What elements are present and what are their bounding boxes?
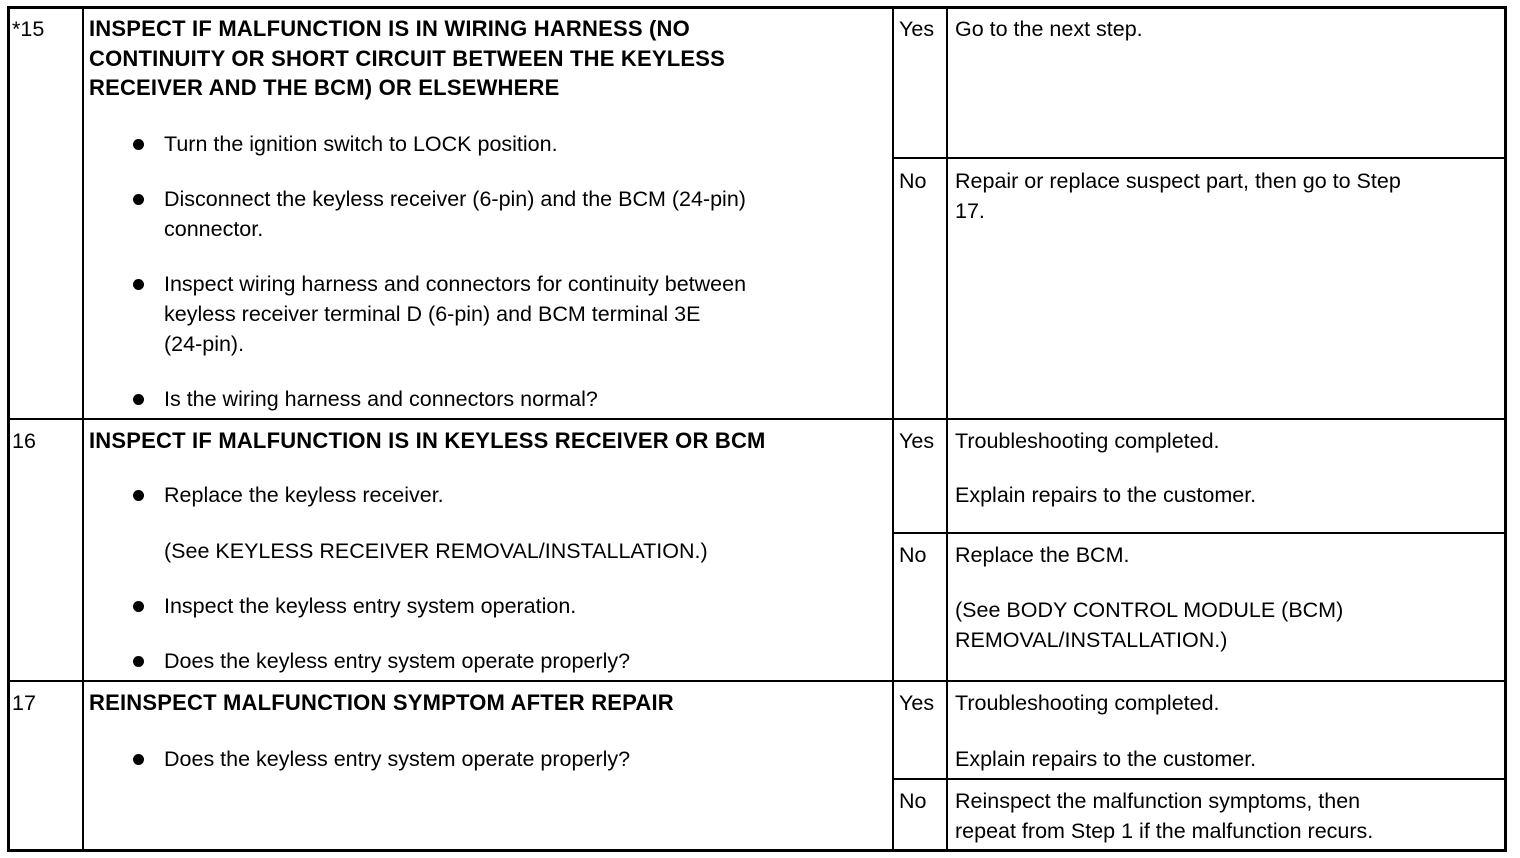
bullet-dot (133, 601, 144, 612)
bullet-dot (133, 194, 144, 205)
bullet-dot (133, 139, 144, 150)
no-result: 17. (955, 199, 985, 223)
column-divider-answer (946, 6, 948, 852)
instruction-line: keyless receiver terminal D (6-pin) and BCM terminal 3E (164, 302, 701, 326)
column-divider-action (892, 6, 894, 852)
yes-result: Explain repairs to the customer. (955, 483, 1257, 507)
yes-no-divider-16 (892, 532, 1507, 534)
step-number: 17 (12, 691, 36, 715)
yes-label: Yes (899, 429, 935, 453)
yes-no-divider-17 (892, 778, 1507, 780)
no-result: Repair or replace suspect part, then go to Step (955, 169, 1401, 193)
instruction-line: (See KEYLESS RECEIVER REMOVAL/INSTALLATION.) (164, 539, 708, 563)
no-result: REMOVAL/INSTALLATION.) (955, 628, 1228, 652)
no-label: No (899, 789, 927, 813)
row-divider-16-17 (7, 680, 1507, 682)
yes-result: Go to the next step. (955, 17, 1143, 41)
no-label: No (899, 169, 927, 193)
instruction-line: Does the keyless entry system operate properly? (164, 747, 631, 771)
yes-result: Explain repairs to the customer. (955, 747, 1257, 771)
yes-result: Troubleshooting completed. (955, 691, 1220, 715)
yes-no-divider-15 (892, 157, 1507, 159)
instruction-line: connector. (164, 217, 264, 241)
step-number: 16 (12, 429, 36, 453)
instruction-line: Inspect the keyless entry system operation. (164, 594, 577, 618)
instruction-line: Does the keyless entry system operate properly? (164, 649, 631, 673)
column-divider-step (82, 6, 84, 852)
no-result: Reinspect the malfunction symptoms, then (955, 789, 1361, 813)
row-divider-15-16 (7, 418, 1507, 420)
no-result: repeat from Step 1 if the malfunction recurs. (955, 819, 1374, 843)
bullet-dot (133, 490, 144, 501)
step-heading-line: INSPECT IF MALFUNCTION IS IN KEYLESS RECEIVER OR BCM (89, 428, 766, 453)
instruction-line: (24-pin). (164, 332, 245, 356)
no-result: Replace the BCM. (955, 543, 1130, 567)
step-heading-line: CONTINUITY OR SHORT CIRCUIT BETWEEN THE KEYLESS (89, 45, 726, 71)
bullet-dot (133, 754, 144, 765)
yes-label: Yes (899, 691, 935, 715)
bullet-dot (133, 656, 144, 667)
step-heading-line: RECEIVER AND THE BCM) OR ELSEWHERE (89, 75, 560, 100)
yes-result: Troubleshooting completed. (955, 429, 1220, 453)
no-label: No (899, 543, 927, 567)
instruction-line: Is the wiring harness and connectors normal? (164, 387, 598, 411)
instruction-line: Inspect wiring harness and connectors for continuity between (164, 272, 747, 296)
step-heading-line: REINSPECT MALFUNCTION SYMPTOM AFTER REPAIR (89, 690, 674, 715)
bullet-dot (133, 279, 144, 290)
instruction-line: Turn the ignition switch to LOCK position. (164, 132, 558, 156)
no-result: (See BODY CONTROL MODULE (BCM) (955, 598, 1344, 622)
instruction-line: Replace the keyless receiver. (164, 483, 444, 507)
step-number: *15 (12, 17, 45, 41)
step-heading-line: INSPECT IF MALFUNCTION IS IN WIRING HARNESS (NO (89, 16, 690, 41)
instruction-line: Disconnect the keyless receiver (6-pin) and the BCM (24-pin) (164, 187, 746, 211)
yes-label: Yes (899, 17, 935, 41)
bullet-dot (133, 394, 144, 405)
